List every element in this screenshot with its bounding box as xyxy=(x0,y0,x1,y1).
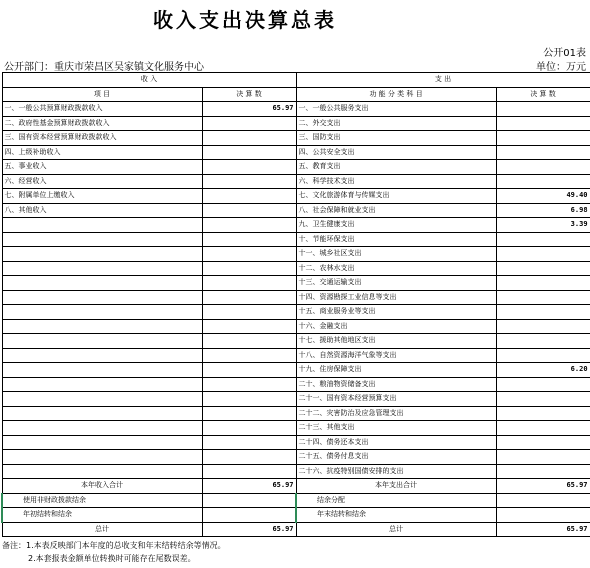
expense-item: 十一、城乡社区支出 xyxy=(296,247,496,262)
income-item xyxy=(2,290,202,305)
total-expense-label: 本年支出合计 xyxy=(296,479,496,494)
income-amount xyxy=(202,232,296,247)
note-1: 备注：1.本表反映部门本年度的总收支和年末结转结余等情况。 xyxy=(2,541,226,550)
note-2: 2.本套报表金额单位转换时可能存在尾数误差。 xyxy=(28,554,196,563)
table-row xyxy=(2,377,590,392)
use-balance-label: 使用非财政拨款结余 xyxy=(2,493,202,508)
income-item xyxy=(2,218,202,233)
notes xyxy=(2,539,226,565)
expense-amount xyxy=(496,174,590,189)
expense-item: 七、文化旅游体育与传媒支出 xyxy=(296,189,496,204)
income-amount xyxy=(202,203,296,218)
table-row xyxy=(2,421,590,436)
expense-amount xyxy=(496,305,590,320)
table-row xyxy=(2,160,590,175)
income-expense-table xyxy=(1,72,590,537)
income-amount xyxy=(202,261,296,276)
income-item xyxy=(2,232,202,247)
income-item xyxy=(2,348,202,363)
table-row xyxy=(2,232,590,247)
expense-item: 二十四、债务还本支出 xyxy=(296,435,496,450)
expense-amount xyxy=(496,377,590,392)
income-item xyxy=(2,406,202,421)
expense-item: 十三、交通运输支出 xyxy=(296,276,496,291)
grand-total-income-label: 总计 xyxy=(2,522,202,537)
income-amount xyxy=(202,305,296,320)
income-amount xyxy=(202,363,296,378)
income-amount xyxy=(202,377,296,392)
expense-header: 支 出 xyxy=(296,73,590,88)
header-row-group xyxy=(2,73,590,88)
end-balance-value xyxy=(496,508,590,523)
expense-item: 二十五、债务付息支出 xyxy=(296,450,496,465)
expense-item: 十六、金融支出 xyxy=(296,319,496,334)
table-row xyxy=(2,392,590,407)
expense-amount xyxy=(496,232,590,247)
income-item: 七、附属单位上缴收入 xyxy=(2,189,202,204)
income-item xyxy=(2,435,202,450)
grand-total-income-value: 65.97 xyxy=(202,522,296,537)
expense-amount xyxy=(496,276,590,291)
table-row xyxy=(2,348,590,363)
income-item xyxy=(2,421,202,436)
table-row xyxy=(2,261,590,276)
expense-amount: 6.20 xyxy=(496,363,590,378)
expense-item: 十四、资源勘探工业信息等支出 xyxy=(296,290,496,305)
income-item: 五、事业收入 xyxy=(2,160,202,175)
income-item: 六、经营收入 xyxy=(2,174,202,189)
expense-item: 四、公共安全支出 xyxy=(296,145,496,160)
expense-amount-header: 决 算 数 xyxy=(496,87,590,102)
table-row xyxy=(2,276,590,291)
income-amount xyxy=(202,450,296,465)
income-amount xyxy=(202,290,296,305)
table-row xyxy=(2,218,590,233)
income-item-header: 项 目 xyxy=(2,87,202,102)
income-item: 四、上级补助收入 xyxy=(2,145,202,160)
income-item xyxy=(2,377,202,392)
table-row xyxy=(2,363,590,378)
income-amount xyxy=(202,276,296,291)
expense-amount xyxy=(496,247,590,262)
expense-item: 二十一、国有资本经营预算支出 xyxy=(296,392,496,407)
income-amount xyxy=(202,174,296,189)
expense-item: 二十、粮油物资储备支出 xyxy=(296,377,496,392)
expense-amount xyxy=(496,334,590,349)
grand-total-expense-value: 65.97 xyxy=(496,522,590,537)
expense-amount xyxy=(496,348,590,363)
expense-amount xyxy=(496,435,590,450)
end-balance-label: 年末结转和结余 xyxy=(296,508,496,523)
expense-amount: 6.98 xyxy=(496,203,590,218)
grand-total-row xyxy=(2,522,590,537)
total-row xyxy=(2,479,590,494)
income-amount xyxy=(202,464,296,479)
expense-amount xyxy=(496,290,590,305)
income-item xyxy=(2,276,202,291)
income-item xyxy=(2,363,202,378)
expense-item: 九、卫生健康支出 xyxy=(296,218,496,233)
income-item xyxy=(2,450,202,465)
distribution-value xyxy=(496,493,590,508)
report-title: 收入支出决算总表 xyxy=(153,8,337,32)
grand-total-expense-label: 总计 xyxy=(296,522,496,537)
table-row xyxy=(2,319,590,334)
expense-item: 八、社会保障和就业支出 xyxy=(296,203,496,218)
department-label: 公开部门：重庆市荣昌区吴家镇文化服务中心 xyxy=(4,62,204,73)
total-income-label: 本年收入合计 xyxy=(2,479,202,494)
expense-amount xyxy=(496,160,590,175)
income-amount xyxy=(202,392,296,407)
expense-item: 二十六、抗疫特别国债安排的支出 xyxy=(296,464,496,479)
expense-item: 十二、农林水支出 xyxy=(296,261,496,276)
expense-amount xyxy=(496,116,590,131)
income-item xyxy=(2,319,202,334)
income-header: 收 入 xyxy=(2,73,296,88)
expense-amount xyxy=(496,392,590,407)
income-amount xyxy=(202,116,296,131)
income-amount-header: 决 算 数 xyxy=(202,87,296,102)
expense-amount xyxy=(496,131,590,146)
begin-balance-value xyxy=(202,508,296,523)
expense-item: 五、教育支出 xyxy=(296,160,496,175)
expense-amount: 3.39 xyxy=(496,218,590,233)
table-row xyxy=(2,406,590,421)
expense-amount xyxy=(496,145,590,160)
expense-item-header: 功 能 分 类 科 目 xyxy=(296,87,496,102)
table-row xyxy=(2,334,590,349)
expense-item: 十七、援助其他地区支出 xyxy=(296,334,496,349)
income-amount xyxy=(202,189,296,204)
unit-label: 单位：万元 xyxy=(536,62,586,73)
distribution-label: 结余分配 xyxy=(296,493,496,508)
expense-item: 二十三、其他支出 xyxy=(296,421,496,436)
income-item xyxy=(2,334,202,349)
table-row xyxy=(2,305,590,320)
total-income-value: 65.97 xyxy=(202,479,296,494)
form-code: 公开01表 xyxy=(543,48,586,59)
income-amount xyxy=(202,218,296,233)
table-row xyxy=(2,131,590,146)
expense-amount xyxy=(496,261,590,276)
income-item xyxy=(2,392,202,407)
use-balance-value xyxy=(202,493,296,508)
income-amount xyxy=(202,348,296,363)
table-row xyxy=(2,145,590,160)
expense-amount: 49.40 xyxy=(496,189,590,204)
income-amount xyxy=(202,131,296,146)
begin-balance-label: 年初结转和结余 xyxy=(2,508,202,523)
expense-item: 二十二、灾害防治及应急管理支出 xyxy=(296,406,496,421)
total-expense-value: 65.97 xyxy=(496,479,590,494)
balance-carry-row xyxy=(2,508,590,523)
expense-item: 一、一般公共服务支出 xyxy=(296,102,496,117)
expense-amount xyxy=(496,421,590,436)
expense-item: 六、科学技术支出 xyxy=(296,174,496,189)
income-item: 八、其他收入 xyxy=(2,203,202,218)
expense-item: 三、国防支出 xyxy=(296,131,496,146)
table-row xyxy=(2,116,590,131)
table-row xyxy=(2,464,590,479)
income-amount xyxy=(202,334,296,349)
table-row xyxy=(2,247,590,262)
income-amount xyxy=(202,145,296,160)
expense-amount xyxy=(496,450,590,465)
expense-amount xyxy=(496,319,590,334)
expense-amount xyxy=(496,102,590,117)
income-item xyxy=(2,261,202,276)
income-item xyxy=(2,247,202,262)
balance-use-row xyxy=(2,493,590,508)
income-item xyxy=(2,305,202,320)
income-item: 三、国有资本经营预算财政拨款收入 xyxy=(2,131,202,146)
expense-item: 十八、自然资源海洋气象等支出 xyxy=(296,348,496,363)
income-item: 二、政府性基金预算财政拨款收入 xyxy=(2,116,202,131)
table-row xyxy=(2,174,590,189)
table-row xyxy=(2,290,590,305)
table-row xyxy=(2,450,590,465)
table-row xyxy=(2,435,590,450)
income-item: 一、一般公共预算财政拨款收入 xyxy=(2,102,202,117)
table-row xyxy=(2,102,590,117)
header-row-columns xyxy=(2,87,590,102)
income-amount xyxy=(202,421,296,436)
expense-amount xyxy=(496,464,590,479)
expense-item: 十五、商业服务业等支出 xyxy=(296,305,496,320)
income-amount xyxy=(202,406,296,421)
table-row xyxy=(2,203,590,218)
expense-amount xyxy=(496,406,590,421)
income-amount xyxy=(202,160,296,175)
income-item xyxy=(2,464,202,479)
income-amount xyxy=(202,319,296,334)
expense-item: 十九、住房保障支出 xyxy=(296,363,496,378)
income-amount xyxy=(202,247,296,262)
income-amount: 65.97 xyxy=(202,102,296,117)
expense-item: 十、节能环保支出 xyxy=(296,232,496,247)
table-row xyxy=(2,189,590,204)
income-amount xyxy=(202,435,296,450)
expense-item: 二、外交支出 xyxy=(296,116,496,131)
